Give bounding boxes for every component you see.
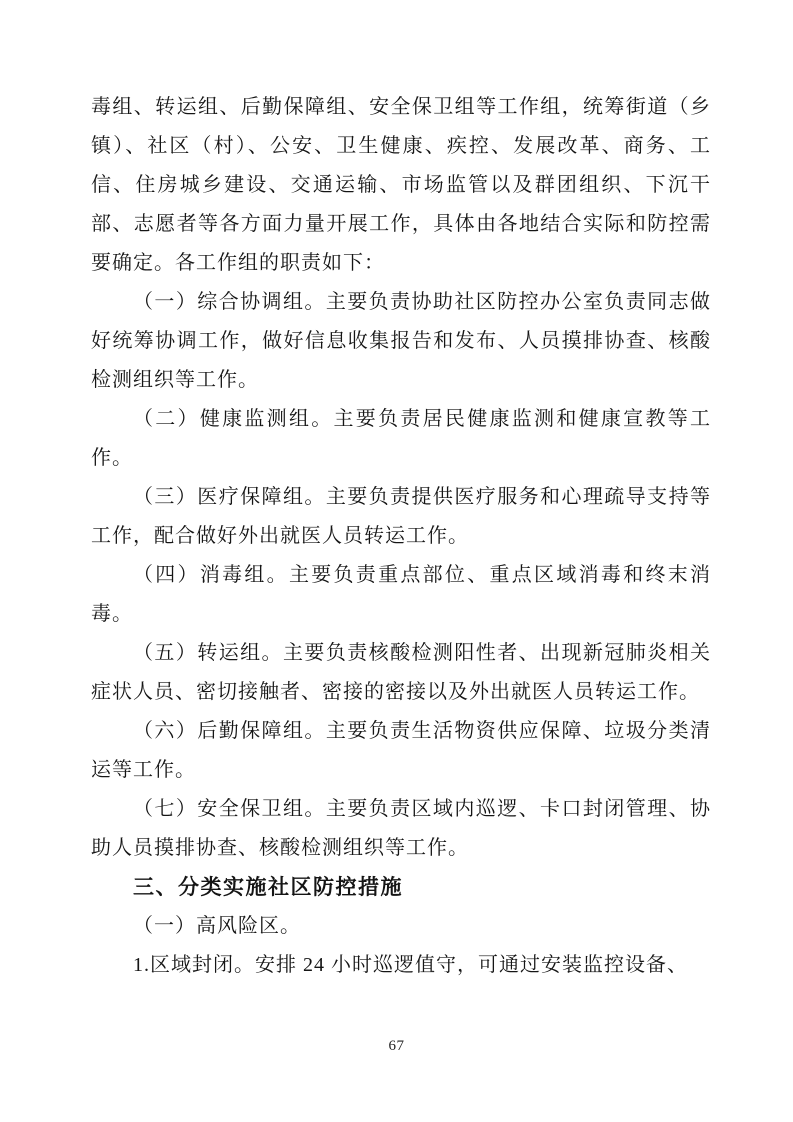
item-lead: （四）消毒组。	[133, 564, 289, 586]
item-text: 主要负责核酸检测阳性者、出现新冠肺炎相关症状人员、密切接触者、密接的密接以及外出就医人员转运工作。	[91, 642, 712, 703]
section-heading: 三、分类实施社区防控措施	[133, 876, 403, 899]
item-text: 主要负责居民健康监测和健康宣教等工作。	[91, 408, 712, 469]
item-text: 主要负责区域内巡逻、卡口封闭管理、协助人员摸排协查、核酸检测组织等工作。	[91, 798, 712, 859]
item-lead: 1.区域封闭。	[133, 954, 255, 976]
work-group-item-1	[91, 283, 711, 400]
item-text: 安排 24 小时巡逻值守，可通过安装监控设备、	[255, 954, 688, 976]
subsection-heading: （一）高风险区。	[133, 915, 301, 937]
intro-paragraph-text: 毒组、转运组、后勤保障组、安全保卫组等工作组，统筹街道（乡镇）、社区（村）、公安、卫生健康、疾控、发展改革、商务、工信、住房城乡建设、交通运输、市场监管以及群团组织、下沉干部、志愿者等各方面力量开展工作，具体由各地结合实际和防控需要确定。各工作组的职责如下：	[91, 96, 711, 274]
intro-paragraph	[91, 88, 711, 283]
page-content	[91, 88, 711, 985]
work-group-item-5	[91, 634, 711, 712]
item-text: 主要负责协助社区防控办公室负责同志做好统筹协调工作，做好信息收集报告和发布、人员摸排协查、核酸检测组织等工作。	[91, 291, 712, 391]
work-group-item-2	[91, 400, 711, 478]
item-text: 主要负责提供医疗服务和心理疏导支持等工作，配合做好外出就医人员转运工作。	[91, 486, 712, 547]
work-group-item-3	[91, 478, 711, 556]
numbered-item-1	[91, 946, 711, 985]
item-lead: （五）转运组。	[133, 642, 283, 664]
page-number: 67	[388, 1038, 405, 1054]
work-group-item-4	[91, 556, 711, 634]
work-group-item-6	[91, 712, 711, 790]
work-group-item-7	[91, 790, 711, 868]
item-lead: （二）健康监测组。	[133, 408, 334, 430]
item-lead: （三）医疗保障组。	[133, 486, 326, 508]
item-text: 主要负责重点部位、重点区域消毒和终末消毒。	[91, 564, 712, 625]
item-lead: （七）安全保卫组。	[133, 798, 326, 820]
item-lead: （一）综合协调组。	[133, 291, 326, 313]
item-text: 主要负责生活物资供应保障、垃圾分类清运等工作。	[91, 720, 712, 781]
item-lead: （六）后勤保障组。	[133, 720, 326, 742]
